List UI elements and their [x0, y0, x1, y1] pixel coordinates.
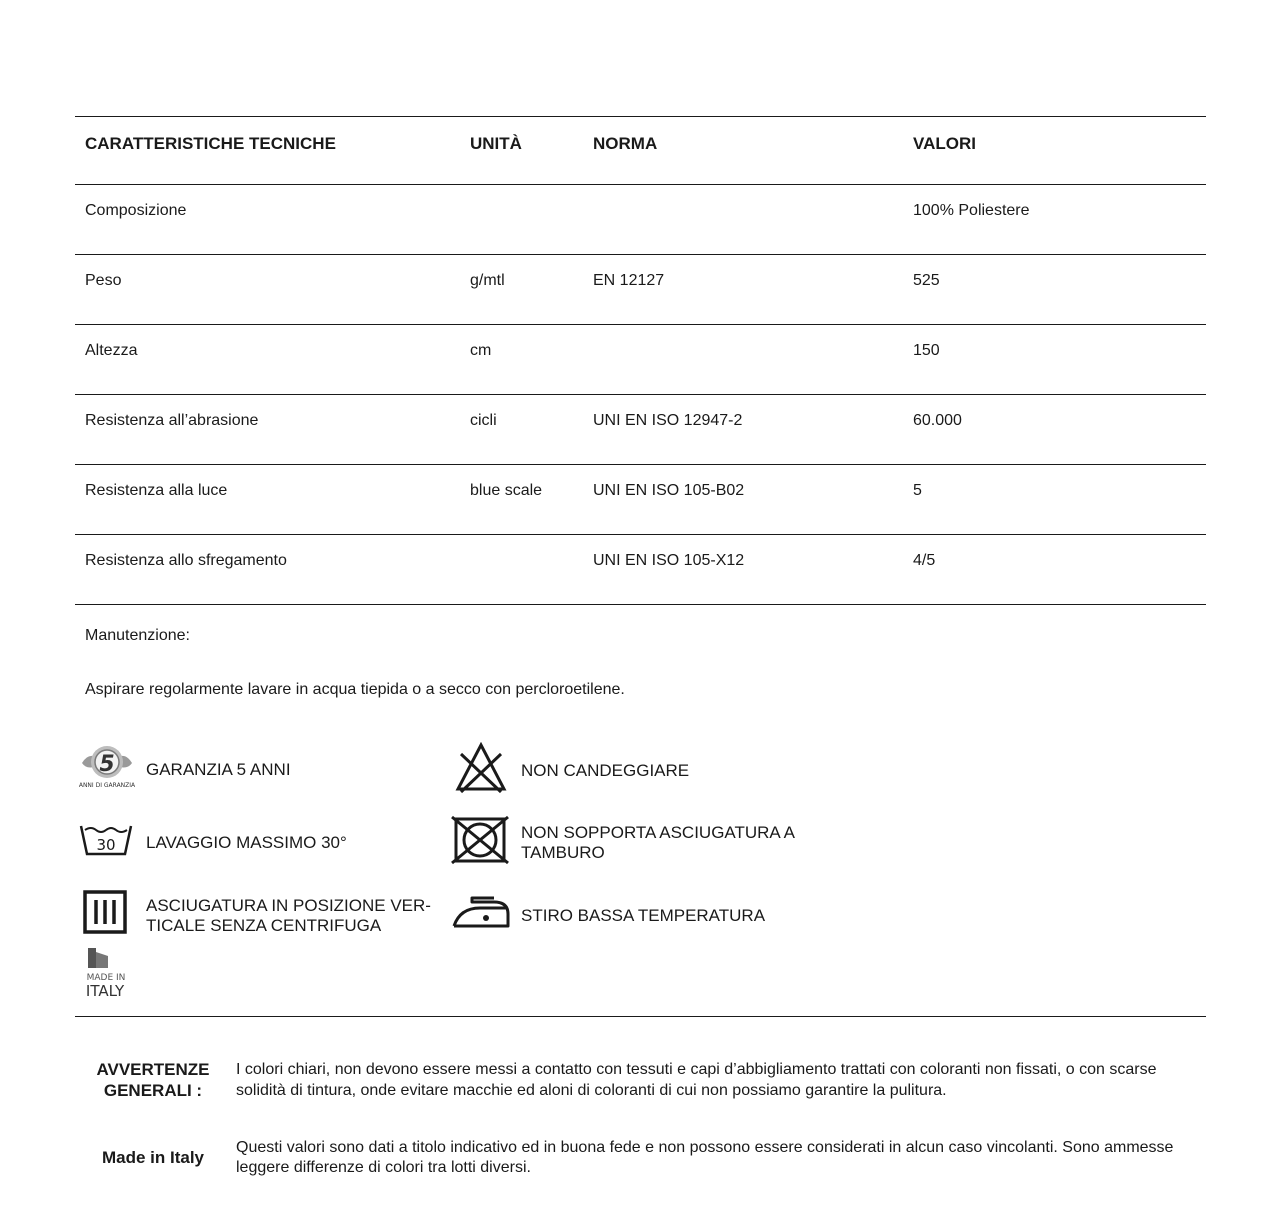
cell-unit: g/mtl	[470, 272, 505, 289]
cell-norm: UNI EN ISO 12947-2	[593, 412, 743, 429]
maintenance-text: Aspirare regolarmente lavare in acqua tiepida o a secco con percloroetilene.	[85, 681, 625, 698]
cell-value: 100% Poliestere	[913, 202, 1030, 219]
cell-characteristic: Resistenza alla luce	[85, 482, 228, 499]
iron-label: STIRO BASSA TEMPERATURA	[521, 906, 766, 925]
no-tumble-dry-icon	[450, 815, 510, 865]
table-row	[75, 255, 1206, 325]
header-characteristics: CARATTERISTICHE TECNICHE	[85, 134, 336, 153]
cell-unit: cm	[470, 342, 492, 359]
cell-value: 4/5	[913, 552, 936, 569]
table-row	[75, 325, 1206, 395]
drip-dry-label-line1: ASCIUGATURA IN POSIZIONE VER-	[146, 896, 431, 915]
wash-temp-text: 30	[96, 836, 116, 854]
specs-table	[75, 116, 1206, 605]
header-values: VALORI	[913, 134, 976, 153]
no-bleach-label: NON CANDEGGIARE	[521, 761, 690, 780]
cell-norm: UNI EN ISO 105-X12	[593, 552, 745, 569]
made-in-italy-title: Made in Italy	[101, 1148, 205, 1167]
drip-dry-label	[146, 896, 431, 936]
warranty-label: GARANZIA 5 ANNI	[146, 760, 291, 779]
cell-characteristic: Resistenza allo sfregamento	[85, 552, 287, 569]
section-divider	[75, 1016, 1206, 1017]
header-unit: UNITÀ	[470, 134, 522, 153]
made-in-italy-text: Questi valori sono dati a titolo indicativo ed in buona fede e non possono essere considerati in alcun caso vincolanti. Sono ammesse leggere differenze di colori tra lotti diversi.	[236, 1139, 1174, 1176]
table-row	[75, 185, 1206, 255]
drip-dry-label-line2: TICALE SENZA CENTRIFUGA	[146, 916, 382, 935]
cell-value: 525	[913, 272, 940, 289]
cell-norm: UNI EN ISO 105-B02	[593, 482, 745, 499]
cell-characteristic: Resistenza all’abrasione	[85, 412, 259, 429]
wash-30-icon	[78, 822, 134, 858]
cell-unit: blue scale	[470, 482, 543, 499]
iron-low-temp-icon	[450, 892, 512, 932]
made-in-line1: MADE IN	[86, 973, 126, 983]
cell-norm: EN 12127	[593, 272, 665, 289]
cell-unit: cicli	[470, 412, 497, 429]
made-in-line2: ITALY	[85, 982, 125, 998]
table-row	[75, 395, 1206, 465]
general-warnings-title	[88, 1059, 218, 1101]
warranty-badge-icon	[76, 743, 138, 789]
no-bleach-icon	[455, 742, 507, 794]
warranty-badge-number: 5	[99, 752, 115, 777]
drip-dry-icon	[83, 890, 127, 934]
warranty-badge-text: ANNI DI GARANZIA	[78, 782, 136, 789]
cell-value: 60.000	[913, 412, 962, 429]
wash-label: LAVAGGIO MASSIMO 30°	[146, 833, 347, 852]
table-header-row	[75, 117, 1206, 185]
table-row	[75, 465, 1206, 535]
no-tumble-dry-label-line1: NON SOPPORTA ASCIUGATURA A	[521, 823, 795, 842]
general-warnings-title-line2: GENERALI :	[103, 1081, 203, 1100]
no-tumble-dry-label-line2: TAMBURO	[521, 843, 605, 862]
cell-value: 5	[913, 482, 922, 499]
cell-characteristic: Peso	[85, 272, 122, 289]
general-warnings-title-line1: AVVERTENZE	[96, 1060, 210, 1079]
made-in-italy-logo	[84, 946, 128, 998]
maintenance-label: Manutenzione:	[85, 627, 190, 644]
no-tumble-dry-label	[521, 823, 795, 863]
general-warnings-text: I colori chiari, non devono essere messi a contatto con tessuti e capi d’abbigliamento trattati con coloranti non fissati, o con scarse solidità di tintura, onde evitare macchie ed aloni di coloranti di cui non possiamo garantire la pulitura.	[236, 1061, 1157, 1099]
cell-characteristic: Composizione	[85, 202, 187, 219]
cell-value: 150	[913, 342, 940, 359]
header-norm: NORMA	[593, 134, 658, 153]
cell-characteristic: Altezza	[85, 342, 138, 359]
table-row	[75, 535, 1206, 605]
